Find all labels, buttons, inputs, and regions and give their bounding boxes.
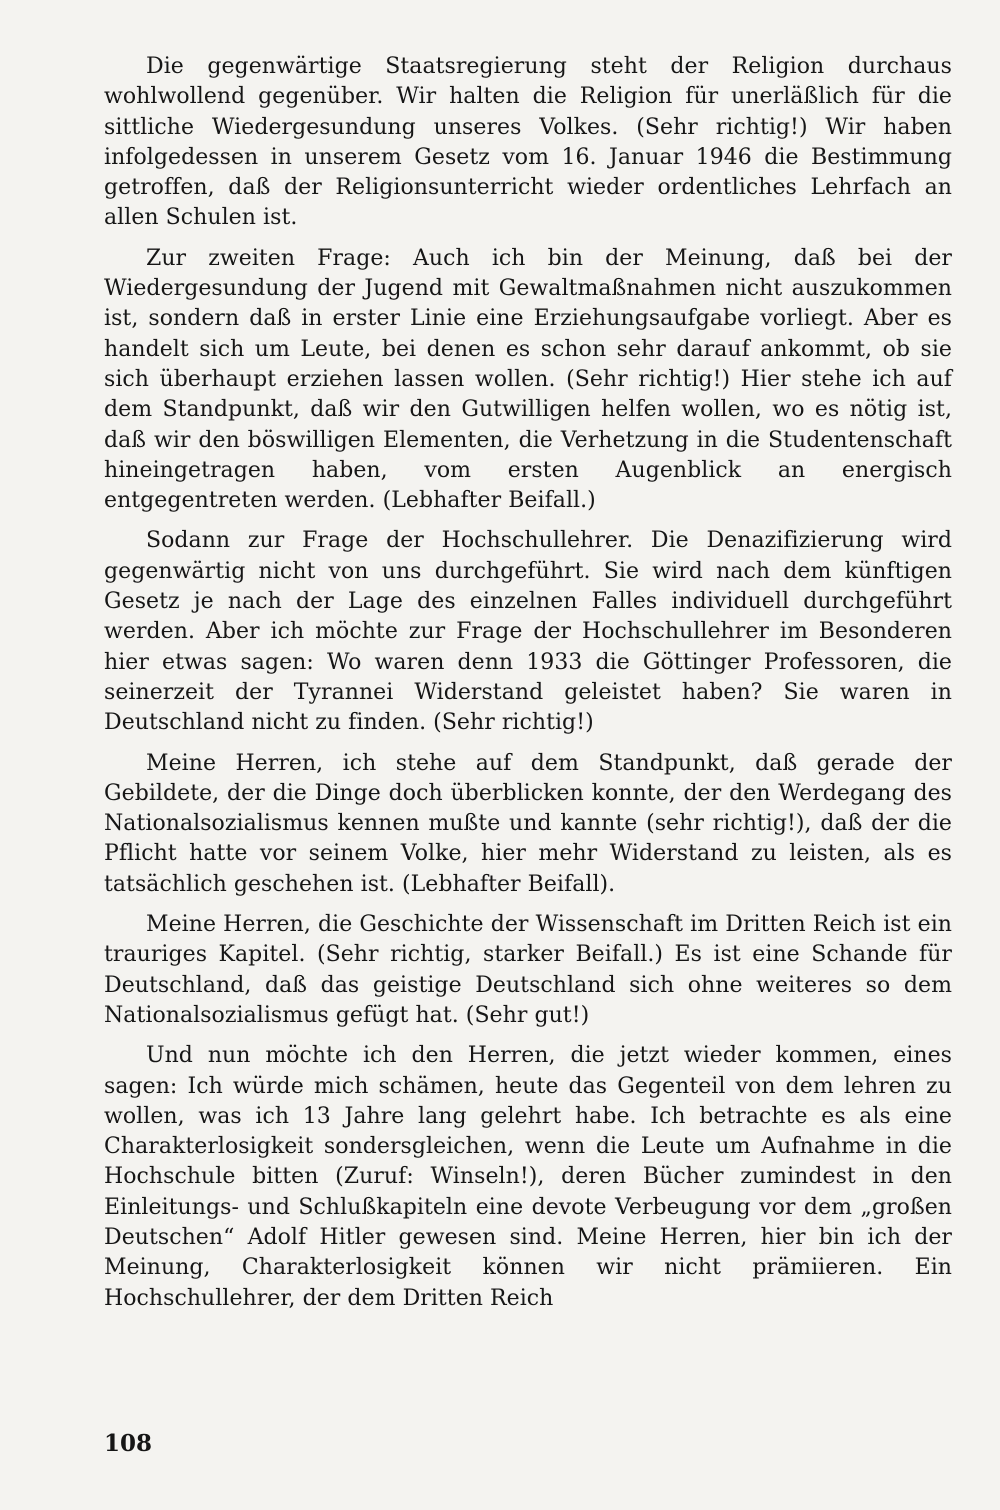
- paragraph-educated-duty: Meine Herren, ich stehe auf dem Standpunkt, daß gerade der Gebildete, der die Dinge doch überblicken konnte, der den Werdegang des Nationalsozialismus kennen mußte und kannte (sehr richtig!), daß der die Pflicht hatte vor seinem Volke, hier mehr Widerstand zu leisten, als es tatsächlich geschehen ist. (Lebhafter Beifall).: [104, 750, 952, 897]
- paragraph-youth: Zur zweiten Frage: Auch ich bin der Meinung, daß bei der Wiedergesundung der Jugend mit Gewaltmaßnahmen nicht auszukommen ist, sondern daß in erster Linie eine Erziehungsaufgabe vorliegt. Aber es handelt sich um Leute, bei denen es schon sehr darauf ankommt, ob sie sich überhaupt erziehen lassen wollen. (Sehr richtig!) Hier stehe ich auf dem Standpunkt, daß wir den Gutwilligen helfen wollen, wo es nötig ist, daß wir den böswilligen Elementen, die Verhetzung in die Studentenschaft hineingetragen haben, vom ersten Augenblick an energisch entgegentreten werden. (Lebhafter Beifall.): [104, 245, 952, 514]
- paragraph-professors: Sodann zur Frage der Hochschullehrer. Die Denazifizierung wird gegenwärtig nicht von uns durchgeführt. Sie wird nach dem künftigen Gesetz je nach der Lage des einzelnen Falles individuell durchgeführt werden. Aber ich möchte zur Frage der Hochschullehrer im Besonderen hier etwas sagen: Wo waren denn 1933 die Göttinger Professoren, die seinerzeit der Tyrannei Widerstand geleistet haben? Sie waren in Deutschland nicht zu finden. (Sehr richtig!): [104, 528, 952, 736]
- body-text: [104, 52, 952, 1324]
- page-number: 108: [104, 1430, 153, 1457]
- paragraph-returning-lecturers: Und nun möchte ich den Herren, die jetzt wieder kommen, eines sagen: Ich würde mich schämen, heute das Gegenteil von dem lehren zu wollen, was ich 13 Jahre lang gelehrt habe. Ich betrachte es als eine Charakterlosigkeit sondersgleichen, wenn die Leute um Aufnahme in die Hochschule bitten (Zuruf: Winseln!), deren Bücher zumindest in den Einleitungs- und Schlußkapiteln eine devote Verbeugung vor dem „großen Deutschen“ Adolf Hitler gewesen sind. Meine Herren, hier bin ich der Meinung, Charakterlosigkeit können wir nicht prämiieren. Ein Hochschullehrer, der dem Dritten Reich: [104, 1043, 952, 1311]
- paragraph-religion: Die gegenwärtige Staatsregierung steht der Religion durchaus wohlwollend gegenüber. Wir halten die Religion für unerläßlich für die sittliche Wiedergesundung unseres Volkes. (Sehr richtig!) Wir haben infolgedessen in unserem Gesetz vom 16. Januar 1946 die Bestimmung getroffen, daß der Religionsunterricht wieder ordentliches Lehrfach an allen Schulen ist.: [104, 54, 952, 231]
- paragraph-science-history: Meine Herren, die Geschichte der Wissenschaft im Dritten Reich ist ein trauriges Kapitel. (Sehr richtig, starker Beifall.) Es ist eine Schande für Deutschland, daß das geistige Deutschland sich ohne weiteres so dem Nationalsozialismus gefügt hat. (Sehr gut!): [104, 912, 952, 1028]
